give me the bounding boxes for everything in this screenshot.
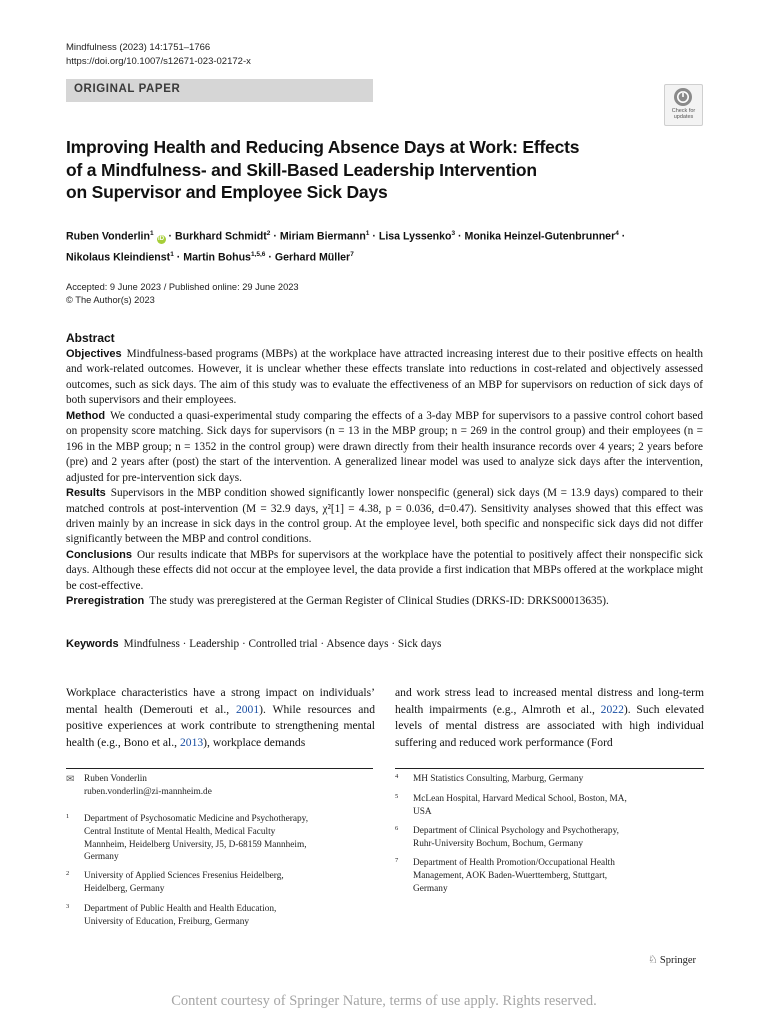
author-name[interactable]: Nikolaus Kleindienst <box>66 251 171 264</box>
author-affiliation: 1 <box>170 250 174 258</box>
citation-link[interactable]: 2013 <box>179 736 204 750</box>
check-for-updates-badge[interactable] <box>664 84 703 126</box>
article-type-label: ORIGINAL PAPER <box>74 83 181 95</box>
publisher-name: Springer <box>659 955 697 966</box>
title-line-2: of a Mindfulness- and Skill-Based Leadership Intervention <box>66 159 537 180</box>
check-for-updates-line2: updates <box>673 114 694 120</box>
author-affiliation: 1 <box>149 230 154 237</box>
results-text: Supervisors in the MBP condition showed significantly lower nonspecific (general) sick days (M = 13.9 days) compared to their matched controls at post-intervention (M = 32.9 days, χ²[1] = 4.38, p = 0.036, d=0.47). Sensitivity analyses showed that this effect was driven mainly by an increase in sick days in the control group. At the employee level, both specific and nonspecific sick days did not differ significantly between the MBP and control conditions. <box>66 487 703 546</box>
author-name[interactable]: Monika Heinzel-Gutenbrunner <box>464 230 616 243</box>
abstract-conclusions <box>66 548 703 594</box>
check-for-updates-line1: Check for <box>671 108 696 114</box>
keywords <box>66 637 441 652</box>
conclusions-text: Our results indicate that MBPs for supervisors at the workplace have the potential to positively affect their nonspecific sick days. Although these effects did not occur at the employee level, the data provide a first indication that MBPs offered at the workplace might be cost-effective. <box>66 548 703 592</box>
doi-link[interactable]: https://doi.org/10.1007/s12671-023-02172-x <box>66 56 251 67</box>
abstract-results <box>66 486 703 548</box>
author-affiliation: 3 <box>451 230 456 237</box>
author-affiliation: 7 <box>350 250 354 258</box>
accepted-published-date: Accepted: 9 June 2023 / Published online: 29 June 2023 <box>66 282 299 292</box>
abstract-method <box>66 409 703 486</box>
article-type-banner <box>66 79 373 102</box>
footnote-divider-left <box>66 768 373 769</box>
author-name[interactable]: Miriam Biermann <box>279 230 366 243</box>
author-name[interactable]: Gerhard Müller <box>274 251 351 264</box>
author-name[interactable]: Lisa Lyssenko <box>378 230 452 243</box>
preregistration-text: The study was preregistered at the German Register of Clinical Studies (DRKS-ID: DRKS00013635). <box>149 595 609 608</box>
abstract-section <box>66 331 703 610</box>
method-text: We conducted a quasi-experimental study comparing the effects of a 3-day MBP for supervisors to a passive control cohort based on propensity score matching. Sick days for supervisors (n = 13 in the MBP group; n = 269 in the control group) and their employees (n = 196 in the MBP group; n = 1352 in the control group) were drawn directly from their health insurance records over 4 years; 2 years before (pre) and 2 years after (post) the start of the intervention. A generalized linear model was used to analyze sick days after the intervention, adjusted for pre-intervention sick days. <box>66 409 703 484</box>
author-name[interactable]: Burkhard Schmidt <box>174 230 267 243</box>
abstract-preregistration <box>66 594 703 609</box>
keywords-text: Mindfulness · Leadership · Controlled trial · Absence days · Sick days <box>123 638 442 650</box>
publication-dates <box>66 281 299 307</box>
publisher-logo <box>648 953 696 966</box>
keywords-label: Keywords <box>66 638 119 650</box>
method-label: Method <box>66 409 106 422</box>
author-name[interactable]: Ruben Vonderlin <box>66 230 150 243</box>
results-label: Results <box>66 487 106 500</box>
correspondence-email[interactable]: ruben.vonderlin@zi-mannheim.de <box>84 787 212 797</box>
springer-horse-icon: ♘ <box>648 954 658 966</box>
copyright-notice: © The Author(s) 2023 <box>66 295 155 305</box>
author-name[interactable]: Martin Bohus <box>183 251 251 264</box>
check-for-updates-icon <box>674 88 692 106</box>
author-list <box>66 225 706 266</box>
article-page: Mindfulness (2023) 14:1751–1766 https://doi.org/10.1007/s12671-023-02172-x ORIGINAL PAPER Check for updates Improving Health and Reducing Absence Days at Work: Effects of a Mindfulness- and Skill-Based Leadership Intervention on Supervisor and Employee Sick Days Ruben Vonderlin$^1$ iD · Burkhard Schmidt$^2$ · Miriam Biermann$^1$ · Lisa Lyssenko$^3$ · Monika Heinzel-Gutenbrunner$^4$ · Nikolaus Kleindienst$^1$ · Martin Bohus$^{1,5,6}$ · Gerhard Müller$^7$ Accepted: 9 June 2023 / Published online: 29 June 2023 © The Author(s) 2023 Abstract Objectives Mindfulness-based programs (MBPs) at the workplace have attracted increasing interest due to their positive effects on health and work-related outcomes. However, it is unclear whether these effects translate into reductions in cost-related and objectively assessed outcomes, such as sick days. The aim of this study was to evaluate the effectiveness of an MBP for supervisors on reduction of sick days of both supervisors and their employees. Method We conducted a quasi-experimental study comparing the effects of a 3-day MBP for supervisors to a passive control cohort based on propensity score matching. Sick days for supervisors (n = 13 in the MBP group; n = 269 in the control group) and their employees (n = 196 in the MBP group; n = 1352 in the control group) were drawn directly from their health insurance records over 4 years; 2 years before (pre) and 2 years after (post) the start of the intervention. A generalized linear model was used to analyze sick days after the intervention, adjusted for pre-intervention sick days. Results Supervisors in the MBP condition showed significantly lower nonspecific (general) sick days (M = 13.9 days) compared to their matched controls at post-intervention (M = 32.9 days, χ²[1] = 4.38, p = 0.036, d=0.47). Sensitivity analyses showed that this effect was driven mainly by an increase in sick days in the control group. At the employee level, both specific and nonspecific sick days did not differ significantly between the MBP and control conditions. Conclusions Our results indicate that MBPs for supervisors at the workplace have the potential to positively affect their nonspecific sick days. Although these effects did not occur at the employee level, the data provide a first indication that MBPs offered at the workplace might be cost-effective. Preregistration The study was preregistered at the German Register of Clinical Studies (DRKS-ID: DRKS00013635). Keywords Mindfulness · Leadership · Controlled trial · Absence days · Sick days Workplace characteristics have a strong impact on individuals’ mental health (Demerouti et al., 2001). While resources and positive experiences at work contribute to strengthening mental health (e.g., Bono et al., 2013), workplace demands and work stress lead to increased mental distress and long-term health impairments (e.g., Almroth et al., 2022). Such elevated levels of mental distress are associated with high individual suffering and reduced work performance (Ford ✉ Ruben Vonderlin ruben.vonderlin@zi-mannheim.de 1 Department of Psychosomatic Medicine and Psychotherapy, Central Institute of Mental Health, Medical Faculty Mannheim, Heidelberg University, J5, D-68159 Mannheim, Germany 2 University of Applied Sciences Fresenius Heidelberg, Heidelberg, Germany 3 Department of Public Health and Health Education, University of Education, Freiburg, Germany 4 MH Statistics Consulting, Marburg, Germany 5 McLean Hospital, Harvard Medical School, Boston, MA, USA 6 Department of Clinical Psychology and Psychotherapy, Ruhr-University Bochum, Bochum, Germany 7 Department of Health Promotion/Occupational Health Management, AOK Baden-Wuerttemberg, Stuttgart, Germany ♘ Springer Content courtesy of Springer Nature, terms of use apply. Rights reserved. <box>0 0 768 1024</box>
courtesy-notice: Content courtesy of Springer Nature, terms of use apply. Rights reserved. <box>171 993 597 1009</box>
author-affiliation: 1 <box>365 230 370 237</box>
journal-info <box>66 41 251 69</box>
title-line-1: Improving Health and Reducing Absence Days at Work: Effects <box>66 137 580 157</box>
correspondence-name: Ruben Vonderlin <box>84 774 147 784</box>
preregistration-label: Preregistration <box>66 595 145 608</box>
body-column-left: Workplace characteristics have a strong impact on individuals’ mental health (Demerouti et al., 2001). While resources and positive experiences at work contribute to strengthening mental health (e.g., Bono et al., 2013), workplace demands <box>66 686 375 750</box>
orcid-icon[interactable]: iD <box>158 235 165 242</box>
article-title <box>66 136 626 204</box>
footnote-divider-right <box>395 768 704 769</box>
abstract-heading: Abstract <box>66 331 115 345</box>
author-affiliation: 1,5,6 <box>250 250 266 258</box>
abstract-objectives <box>66 347 703 409</box>
body-column-right: and work stress lead to increased mental distress and long-term health impairments (e.g., Almroth et al., 2022). Such elevated levels of mental distress are associated with high individual suffering and reduced work performance (Ford <box>395 686 704 750</box>
envelope-icon: ✉ <box>66 774 75 785</box>
citation-link[interactable]: 2022 <box>600 702 624 716</box>
objectives-label: Objectives <box>66 348 122 360</box>
journal-citation: Mindfulness (2023) 14:1751–1766 <box>66 42 211 53</box>
citation-link[interactable]: 2001 <box>235 702 260 716</box>
author-affiliation: 2 <box>266 230 271 237</box>
objectives-text: Mindfulness-based programs (MBPs) at the workplace have attracted increasing interest due to their positive effects on health and work-related outcomes. However, it is unclear whether these effects translate into reductions in cost-related and objectively assessed outcomes, such as sick days. The aim of this study was to evaluate the effectiveness of an MBP for supervisors on reduction of sick days of both supervisors and their employees. <box>66 348 703 407</box>
title-line-3: on Supervisor and Employee Sick Days <box>66 182 388 202</box>
conclusions-label: Conclusions <box>66 548 133 561</box>
author-line-2: Nikolaus Kleindienst$^1$ · Martin Bohus$^{1,5,6}$ · Gerhard Müller$^7$ <box>66 250 354 264</box>
author-line-1: Ruben Vonderlin$^1$ iD · Burkhard Schmidt$^2$ · Miriam Biermann$^1$ · Lisa Lyssenko$^3$ · Monika Heinzel-Gutenbrunner$^4$ · <box>66 230 626 243</box>
author-affiliation: 4 <box>615 230 619 237</box>
